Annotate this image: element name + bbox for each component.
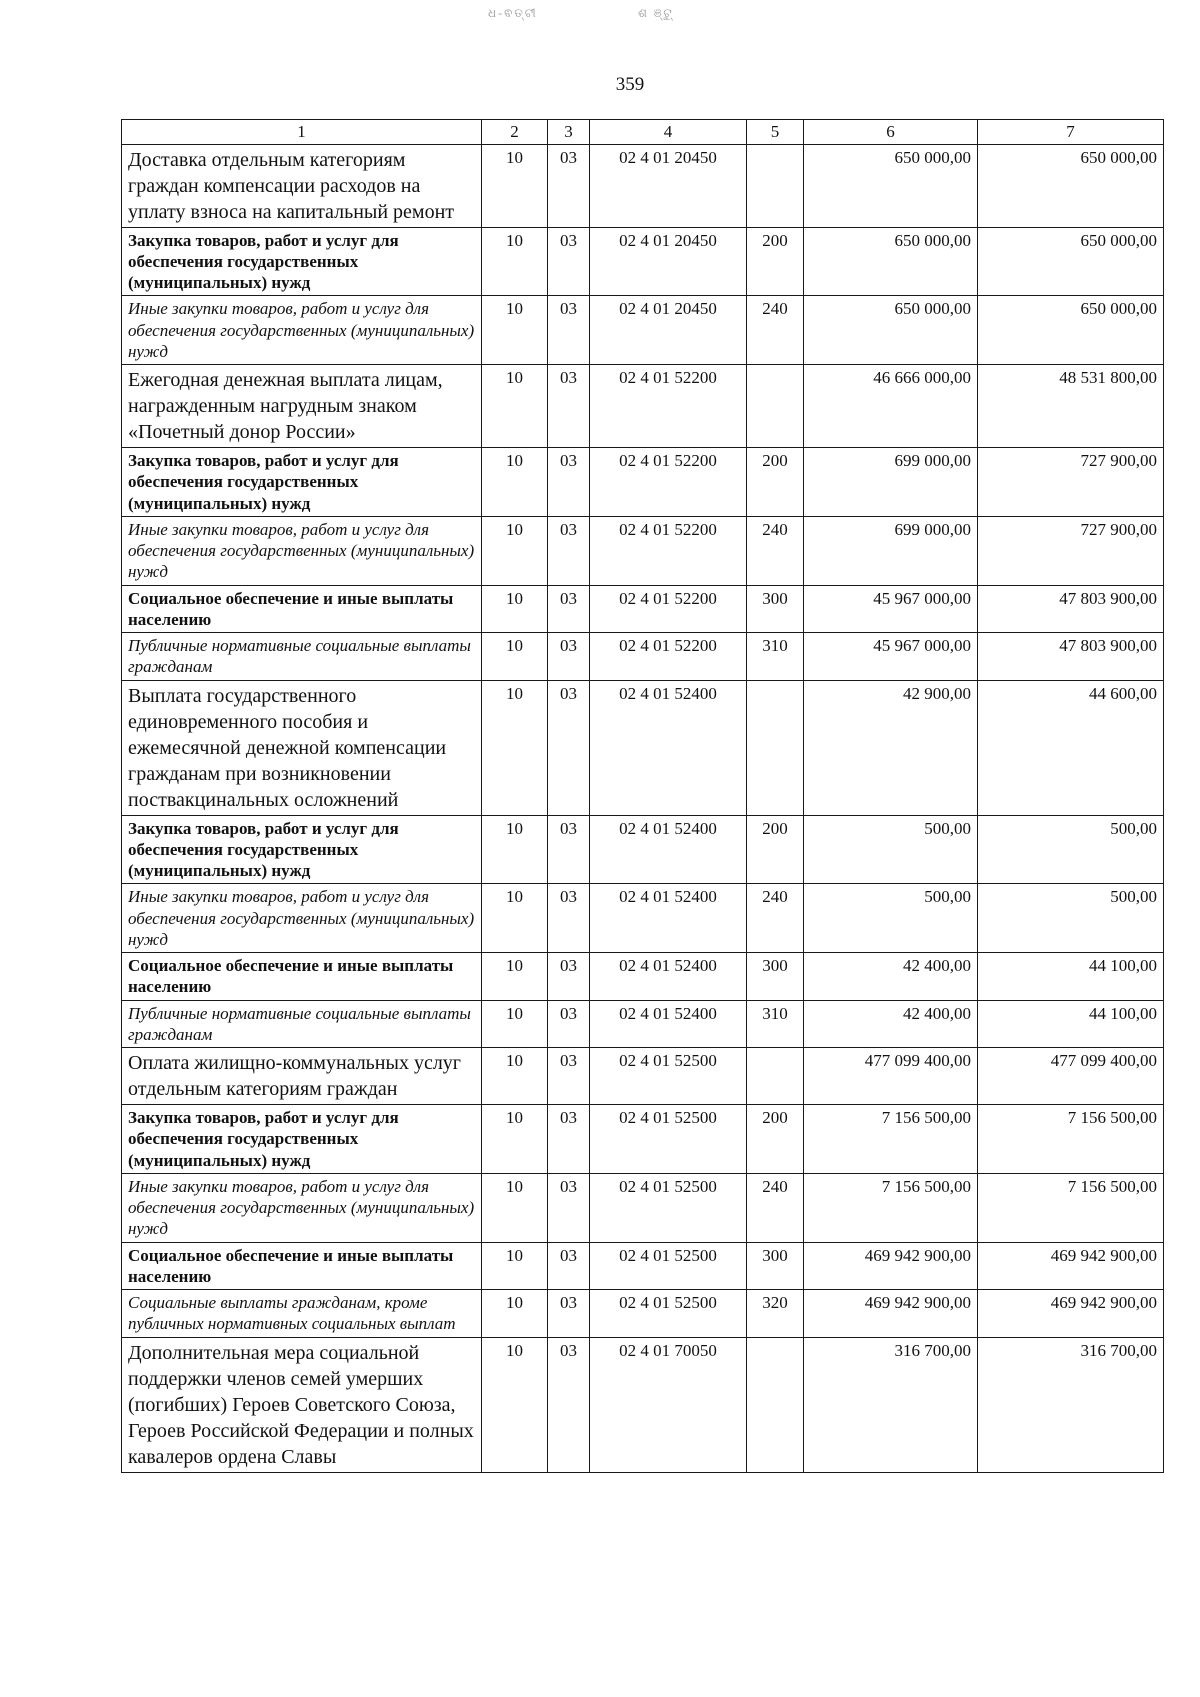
section-code-cell: 10	[482, 680, 548, 815]
target-article-cell: 02 4 01 20450	[590, 296, 747, 365]
amount-year2-cell: 650 000,00	[978, 227, 1164, 296]
section-code-cell: 10	[482, 296, 548, 365]
expense-type-cell: 200	[747, 815, 804, 884]
target-article-cell: 02 4 01 52400	[590, 1000, 747, 1048]
expense-type-cell: 310	[747, 1000, 804, 1048]
section-code-cell: 10	[482, 1173, 548, 1242]
amount-year2-cell: 47 803 900,00	[978, 585, 1164, 633]
subsection-code-cell: 03	[548, 680, 590, 815]
page-number: 359	[615, 74, 645, 95]
amount-year2-cell: 7 156 500,00	[978, 1173, 1164, 1242]
row-name-cell: Оплата жилищно-коммунальных услуг отдельным категориям граждан	[122, 1048, 482, 1105]
subsection-code-cell: 03	[548, 227, 590, 296]
amount-year1-cell: 699 000,00	[804, 448, 978, 517]
section-code-cell: 10	[482, 585, 548, 633]
scan-artifact-mark: ଧ‐ଵତ୍ଟୀ	[488, 6, 538, 20]
expense-type-cell: 240	[747, 296, 804, 365]
subsection-code-cell: 03	[548, 516, 590, 585]
table-row	[122, 633, 1164, 681]
section-code-cell: 10	[482, 365, 548, 448]
expense-type-cell	[747, 1337, 804, 1472]
subsection-code-cell: 03	[548, 365, 590, 448]
target-article-cell: 02 4 01 20450	[590, 227, 747, 296]
amount-year2-cell: 469 942 900,00	[978, 1290, 1164, 1338]
target-article-cell: 02 4 01 70050	[590, 1337, 747, 1472]
amount-year2-cell: 650 000,00	[978, 296, 1164, 365]
table-body	[122, 144, 1164, 1472]
subsection-code-cell: 03	[548, 1000, 590, 1048]
amount-year2-cell: 7 156 500,00	[978, 1105, 1164, 1174]
amount-year2-cell: 44 100,00	[978, 953, 1164, 1001]
target-article-cell: 02 4 01 52500	[590, 1290, 747, 1338]
table-row	[122, 365, 1164, 448]
row-name-cell: Публичные нормативные социальные выплаты гражданам	[122, 1000, 482, 1048]
table-row	[122, 815, 1164, 884]
amount-year1-cell: 46 666 000,00	[804, 365, 978, 448]
row-name-cell: Выплата государственного единовременного пособия и ежемесячной денежной компенсации гражданам при возникновении поствакцинальных осложнений	[122, 680, 482, 815]
table-row	[122, 884, 1164, 953]
expense-type-cell: 320	[747, 1290, 804, 1338]
table-row	[122, 227, 1164, 296]
amount-year1-cell: 42 400,00	[804, 953, 978, 1001]
target-article-cell: 02 4 01 52500	[590, 1173, 747, 1242]
expense-type-cell	[747, 1048, 804, 1105]
row-name-cell: Иные закупки товаров, работ и услуг для обеспечения государственных (муниципальных) нужд	[122, 1173, 482, 1242]
row-name-cell: Публичные нормативные социальные выплаты гражданам	[122, 633, 482, 681]
target-article-cell: 02 4 01 52200	[590, 585, 747, 633]
expense-type-cell: 240	[747, 1173, 804, 1242]
amount-year1-cell: 650 000,00	[804, 296, 978, 365]
subsection-code-cell: 03	[548, 1290, 590, 1338]
amount-year2-cell: 47 803 900,00	[978, 633, 1164, 681]
amount-year1-cell: 500,00	[804, 815, 978, 884]
row-name-cell: Иные закупки товаров, работ и услуг для обеспечения государственных (муниципальных) нужд	[122, 296, 482, 365]
section-code-cell: 10	[482, 448, 548, 517]
amount-year2-cell: 316 700,00	[978, 1337, 1164, 1472]
amount-year2-cell: 727 900,00	[978, 448, 1164, 517]
target-article-cell: 02 4 01 52400	[590, 884, 747, 953]
target-article-cell: 02 4 01 52200	[590, 448, 747, 517]
table-row	[122, 1105, 1164, 1174]
column-header: 2	[482, 120, 548, 145]
amount-year2-cell: 727 900,00	[978, 516, 1164, 585]
column-header: 3	[548, 120, 590, 145]
row-name-cell: Закупка товаров, работ и услуг для обеспечения государственных (муниципальных) нужд	[122, 815, 482, 884]
budget-table	[121, 119, 1164, 1473]
table-header-row	[122, 120, 1164, 145]
section-code-cell: 10	[482, 1290, 548, 1338]
row-name-cell: Иные закупки товаров, работ и услуг для обеспечения государственных (муниципальных) нужд	[122, 516, 482, 585]
expense-type-cell: 240	[747, 516, 804, 585]
amount-year1-cell: 7 156 500,00	[804, 1105, 978, 1174]
amount-year2-cell: 477 099 400,00	[978, 1048, 1164, 1105]
table-row	[122, 1242, 1164, 1290]
row-name-cell: Социальное обеспечение и иные выплаты населению	[122, 953, 482, 1001]
target-article-cell: 02 4 01 52200	[590, 633, 747, 681]
expense-type-cell: 200	[747, 227, 804, 296]
subsection-code-cell: 03	[548, 296, 590, 365]
target-article-cell: 02 4 01 52500	[590, 1242, 747, 1290]
expense-type-cell: 310	[747, 633, 804, 681]
subsection-code-cell: 03	[548, 1337, 590, 1472]
section-code-cell: 10	[482, 1337, 548, 1472]
table-row	[122, 1000, 1164, 1048]
expense-type-cell	[747, 680, 804, 815]
section-code-cell: 10	[482, 227, 548, 296]
section-code-cell: 10	[482, 633, 548, 681]
target-article-cell: 02 4 01 52400	[590, 953, 747, 1001]
section-code-cell: 10	[482, 1000, 548, 1048]
expense-type-cell: 300	[747, 585, 804, 633]
row-name-cell: Социальное обеспечение и иные выплаты населению	[122, 1242, 482, 1290]
amount-year1-cell: 650 000,00	[804, 144, 978, 227]
column-header: 4	[590, 120, 747, 145]
section-code-cell: 10	[482, 144, 548, 227]
amount-year2-cell: 500,00	[978, 815, 1164, 884]
amount-year1-cell: 469 942 900,00	[804, 1290, 978, 1338]
row-name-cell: Социальное обеспечение и иные выплаты населению	[122, 585, 482, 633]
subsection-code-cell: 03	[548, 1105, 590, 1174]
table-row	[122, 448, 1164, 517]
row-name-cell: Закупка товаров, работ и услуг для обеспечения государственных (муниципальных) нужд	[122, 1105, 482, 1174]
expense-type-cell	[747, 365, 804, 448]
column-header: 6	[804, 120, 978, 145]
row-name-cell: Социальные выплаты гражданам, кроме публичных нормативных социальных выплат	[122, 1290, 482, 1338]
amount-year2-cell: 500,00	[978, 884, 1164, 953]
subsection-code-cell: 03	[548, 1242, 590, 1290]
target-article-cell: 02 4 01 52200	[590, 516, 747, 585]
target-article-cell: 02 4 01 52500	[590, 1105, 747, 1174]
column-header: 5	[747, 120, 804, 145]
amount-year1-cell: 650 000,00	[804, 227, 978, 296]
column-header: 7	[978, 120, 1164, 145]
table-row	[122, 585, 1164, 633]
target-article-cell: 02 4 01 52400	[590, 680, 747, 815]
amount-year1-cell: 45 967 000,00	[804, 633, 978, 681]
table-row	[122, 516, 1164, 585]
amount-year1-cell: 477 099 400,00	[804, 1048, 978, 1105]
row-name-cell: Ежегодная денежная выплата лицам, награжденным нагрудным знаком «Почетный донор России»	[122, 365, 482, 448]
table-row	[122, 680, 1164, 815]
table-row	[122, 1337, 1164, 1472]
amount-year1-cell: 500,00	[804, 884, 978, 953]
subsection-code-cell: 03	[548, 633, 590, 681]
section-code-cell: 10	[482, 516, 548, 585]
section-code-cell: 10	[482, 953, 548, 1001]
target-article-cell: 02 4 01 52500	[590, 1048, 747, 1105]
subsection-code-cell: 03	[548, 144, 590, 227]
section-code-cell: 10	[482, 1105, 548, 1174]
expense-type-cell: 300	[747, 953, 804, 1001]
amount-year2-cell: 650 000,00	[978, 144, 1164, 227]
expense-type-cell: 200	[747, 1105, 804, 1174]
column-header: 1	[122, 120, 482, 145]
amount-year1-cell: 7 156 500,00	[804, 1173, 978, 1242]
table-row	[122, 296, 1164, 365]
amount-year1-cell: 45 967 000,00	[804, 585, 978, 633]
row-name-cell: Закупка товаров, работ и услуг для обеспечения государственных (муниципальных) нужд	[122, 227, 482, 296]
amount-year2-cell: 48 531 800,00	[978, 365, 1164, 448]
row-name-cell: Закупка товаров, работ и услуг для обеспечения государственных (муниципальных) нужд	[122, 448, 482, 517]
scan-artifact-mark: ଶ ଞ୍ଟୁ୍	[638, 6, 674, 20]
amount-year2-cell: 44 600,00	[978, 680, 1164, 815]
table-row	[122, 1048, 1164, 1105]
subsection-code-cell: 03	[548, 815, 590, 884]
row-name-cell: Доставка отдельным категориям граждан компенсации расходов на уплату взноса на капитальный ремонт	[122, 144, 482, 227]
table-row	[122, 1290, 1164, 1338]
table-row	[122, 953, 1164, 1001]
subsection-code-cell: 03	[548, 585, 590, 633]
section-code-cell: 10	[482, 1048, 548, 1105]
table-row	[122, 1173, 1164, 1242]
section-code-cell: 10	[482, 815, 548, 884]
subsection-code-cell: 03	[548, 448, 590, 517]
amount-year2-cell: 469 942 900,00	[978, 1242, 1164, 1290]
amount-year1-cell: 316 700,00	[804, 1337, 978, 1472]
subsection-code-cell: 03	[548, 953, 590, 1001]
section-code-cell: 10	[482, 884, 548, 953]
target-article-cell: 02 4 01 52400	[590, 815, 747, 884]
expense-type-cell: 300	[747, 1242, 804, 1290]
row-name-cell: Дополнительная мера социальной поддержки членов семей умерших (погибших) Героев Советского Союза, Героев Российской Федерации и полных кавалеров ордена Славы	[122, 1337, 482, 1472]
target-article-cell: 02 4 01 52200	[590, 365, 747, 448]
expense-type-cell	[747, 144, 804, 227]
amount-year1-cell: 42 900,00	[804, 680, 978, 815]
expense-type-cell: 240	[747, 884, 804, 953]
amount-year1-cell: 42 400,00	[804, 1000, 978, 1048]
expense-type-cell: 200	[747, 448, 804, 517]
amount-year1-cell: 469 942 900,00	[804, 1242, 978, 1290]
section-code-cell: 10	[482, 1242, 548, 1290]
amount-year2-cell: 44 100,00	[978, 1000, 1164, 1048]
subsection-code-cell: 03	[548, 1173, 590, 1242]
row-name-cell: Иные закупки товаров, работ и услуг для обеспечения государственных (муниципальных) нужд	[122, 884, 482, 953]
subsection-code-cell: 03	[548, 1048, 590, 1105]
subsection-code-cell: 03	[548, 884, 590, 953]
target-article-cell: 02 4 01 20450	[590, 144, 747, 227]
table-row	[122, 144, 1164, 227]
amount-year1-cell: 699 000,00	[804, 516, 978, 585]
